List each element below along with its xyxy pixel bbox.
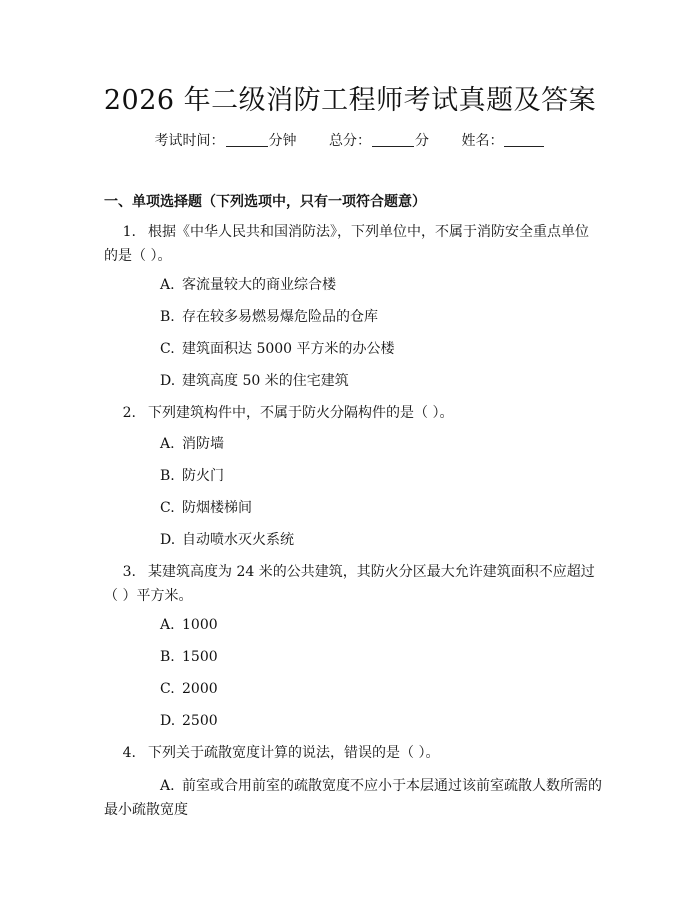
name-blank xyxy=(504,132,544,147)
option-4a: A. 前室或合用前室的疏散宽度不应小于本层通过该前室疏散人数所需的 最小疏散宽度 xyxy=(104,778,602,818)
option-1c: C. 建筑面积达 5000 平方米的办公楼 xyxy=(160,341,395,357)
question-text: 下列关于疏散宽度计算的说法，错误的是（ ）。 xyxy=(148,745,440,761)
question-3 xyxy=(104,560,604,608)
option-2d: D. 自动喷水灭火系统 xyxy=(160,532,294,548)
option-3c: C. 2000 xyxy=(160,681,218,697)
question-text-cont: （ ）平方米。 xyxy=(104,588,193,604)
score-blank xyxy=(372,132,414,147)
exam-name xyxy=(461,133,545,149)
option-3b: B. 1500 xyxy=(160,649,218,665)
question-number: 4. xyxy=(122,745,136,761)
exam-score xyxy=(329,133,429,149)
time-label: 考试时间： xyxy=(154,133,225,149)
option-1b: B. 存在较多易燃易爆危险品的仓库 xyxy=(160,309,378,325)
option-1d: D. 建筑高度 50 米的住宅建筑 xyxy=(160,373,349,389)
question-text: 下列建筑构件中，不属于防火分隔构件的是（ ）。 xyxy=(148,405,454,421)
time-blank xyxy=(226,132,268,147)
option-3d: D. 2500 xyxy=(160,713,218,729)
option-3a: A. 1000 xyxy=(160,617,218,633)
question-number: 3. xyxy=(122,564,136,580)
question-4 xyxy=(104,741,604,765)
exam-time xyxy=(155,133,297,149)
question-text-cont: 的是（ ）。 xyxy=(104,248,172,264)
score-label: 总分： xyxy=(329,133,371,149)
question-2 xyxy=(104,401,604,425)
option-2c: C. 防烟楼梯间 xyxy=(160,500,252,516)
page-title: 2026 年二级消防工程师考试真题及答案 xyxy=(103,85,597,116)
question-text: 某建筑高度为 24 米的公共建筑，其防火分区最大允许建筑面积不应超过 xyxy=(148,564,595,580)
exam-meta xyxy=(0,130,700,152)
option-1a: A. 客流量较大的商业综合楼 xyxy=(160,277,336,293)
option-2a: A. 消防墙 xyxy=(160,436,224,452)
name-label: 姓名： xyxy=(461,133,504,149)
question-number: 2. xyxy=(122,405,136,421)
section-heading: 一、单项选择题（下列选项中，只有一项符合题意） xyxy=(104,194,426,210)
score-unit: 分 xyxy=(415,133,429,149)
time-unit: 分钟 xyxy=(268,133,297,149)
question-text: 根据《中华人民共和国消防法》，下列单位中，不属于消防安全重点单位 xyxy=(148,224,589,240)
option-2b: B. 防火门 xyxy=(160,468,224,484)
question-1 xyxy=(104,220,604,268)
question-number: 1. xyxy=(122,224,136,240)
